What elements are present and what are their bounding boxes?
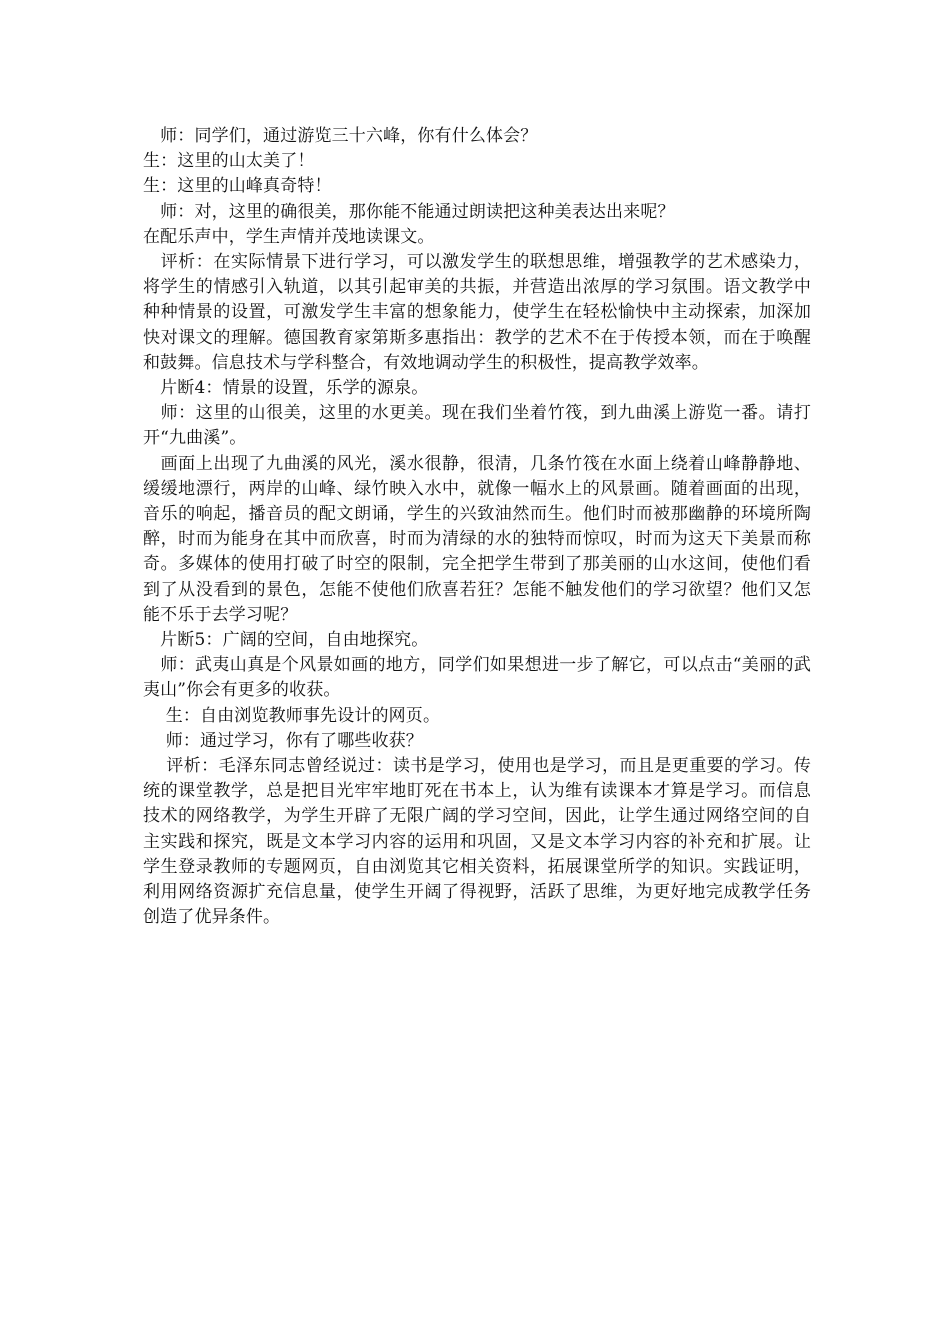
document-body xyxy=(143,124,811,930)
teacher-paragraph-jiuqu: 师：这里的山很美，这里的水更美。现在我们坐着竹筏，到九曲溪上游览一番。请打开“九曲溪”。 xyxy=(143,403,811,449)
fragment-5-heading: 片断5：广阔的空间，自由地探究。 xyxy=(143,629,429,650)
dialogue-line-teacher-prompt: 师：对，这里的确很美，那你能不能通过朗读把这种美表达出来呢？ xyxy=(143,201,675,222)
commentary-paragraph-2: 评析：毛泽东同志曾经说过：读书是学习，使用也是学习，而且是更重要的学习。传统的课堂教学，总是把目光牢牢地盯死在书本上，认为维有读课本才算是学习。而信息技术的网络教学，为学生开辟了无限广阔的学习空间，因此，让学生通过网络空间的自主实践和探究，既是文本学习内容的运用和巩固，又是文本学习内容的补充和扩展。让学生登录教师的专题网页，自由浏览其它相关资料，拓展课堂所学的知识。实践证明，利用网络资源扩充信息量，使学生开阔了得视野，活跃了思维，为更好地完成教学任务创造了优异条件。 xyxy=(143,755,811,928)
narration-line-reading: 在配乐声中，学生声情并茂地读课文。 xyxy=(143,226,435,247)
dialogue-line-teacher-harvest: 师：通过学习，你有了哪些收获？ xyxy=(143,730,423,751)
dialogue-line-student-1: 生：这里的山太美了！ xyxy=(143,151,315,172)
teacher-paragraph-wuyi: 师：武夷山真是个风景如画的地方，同学们如果想进一步了解它，可以点击“美丽的武夷山”你会有更多的收获。 xyxy=(143,655,811,701)
dialogue-line-student-browse: 生：自由浏览教师事先设计的网页。 xyxy=(143,705,441,726)
fragment-4-heading: 片断4：情景的设置，乐学的源泉。 xyxy=(143,377,429,398)
dialogue-line-student-2: 生：这里的山峰真奇特！ xyxy=(143,176,332,197)
commentary-paragraph-1: 评析：在实际情景下进行学习，可以激发学生的联想思维，增强教学的艺术感染力，将学生的情感引入轨道，以其引起审美的共振，并营造出浓厚的学习氛围。语文教学中种种情景的设置，可激发学生丰富的想象能力，使学生在轻松愉快中主动探索，加深加快对课文的理解。德国教育家第斯多惠指出：教学的艺术不在于传授本领，而在于唤醒和鼓舞。信息技术与学科整合，有效地调动学生的积极性，提高教学效率。 xyxy=(143,251,811,373)
narrative-paragraph-scenery: 画面上出现了九曲溪的风光，溪水很静，很清，几条竹筏在水面上绕着山峰静静地、缓缓地漂行，两岸的山峰、绿竹映入水中，就像一幅水上的风景画。随着画面的出现，音乐的响起，播音员的配文朗诵，学生的兴致油然而生。他们时而被那幽静的环境所陶醉，时而为能身在其中而欣喜，时而为清绿的水的独特而惊叹，时而为这天下美景而称奇。多媒体的使用打破了时空的限制，完全把学生带到了那美丽的山水这间，使他们看到了从没看到的景色，怎能不使他们欣喜若狂？怎能不触发他们的学习欲望？他们又怎能不乐于去学习呢？ xyxy=(143,453,811,625)
dialogue-line-teacher-question: 师：同学们，通过游览三十六峰，你有什么体会？ xyxy=(143,126,538,146)
